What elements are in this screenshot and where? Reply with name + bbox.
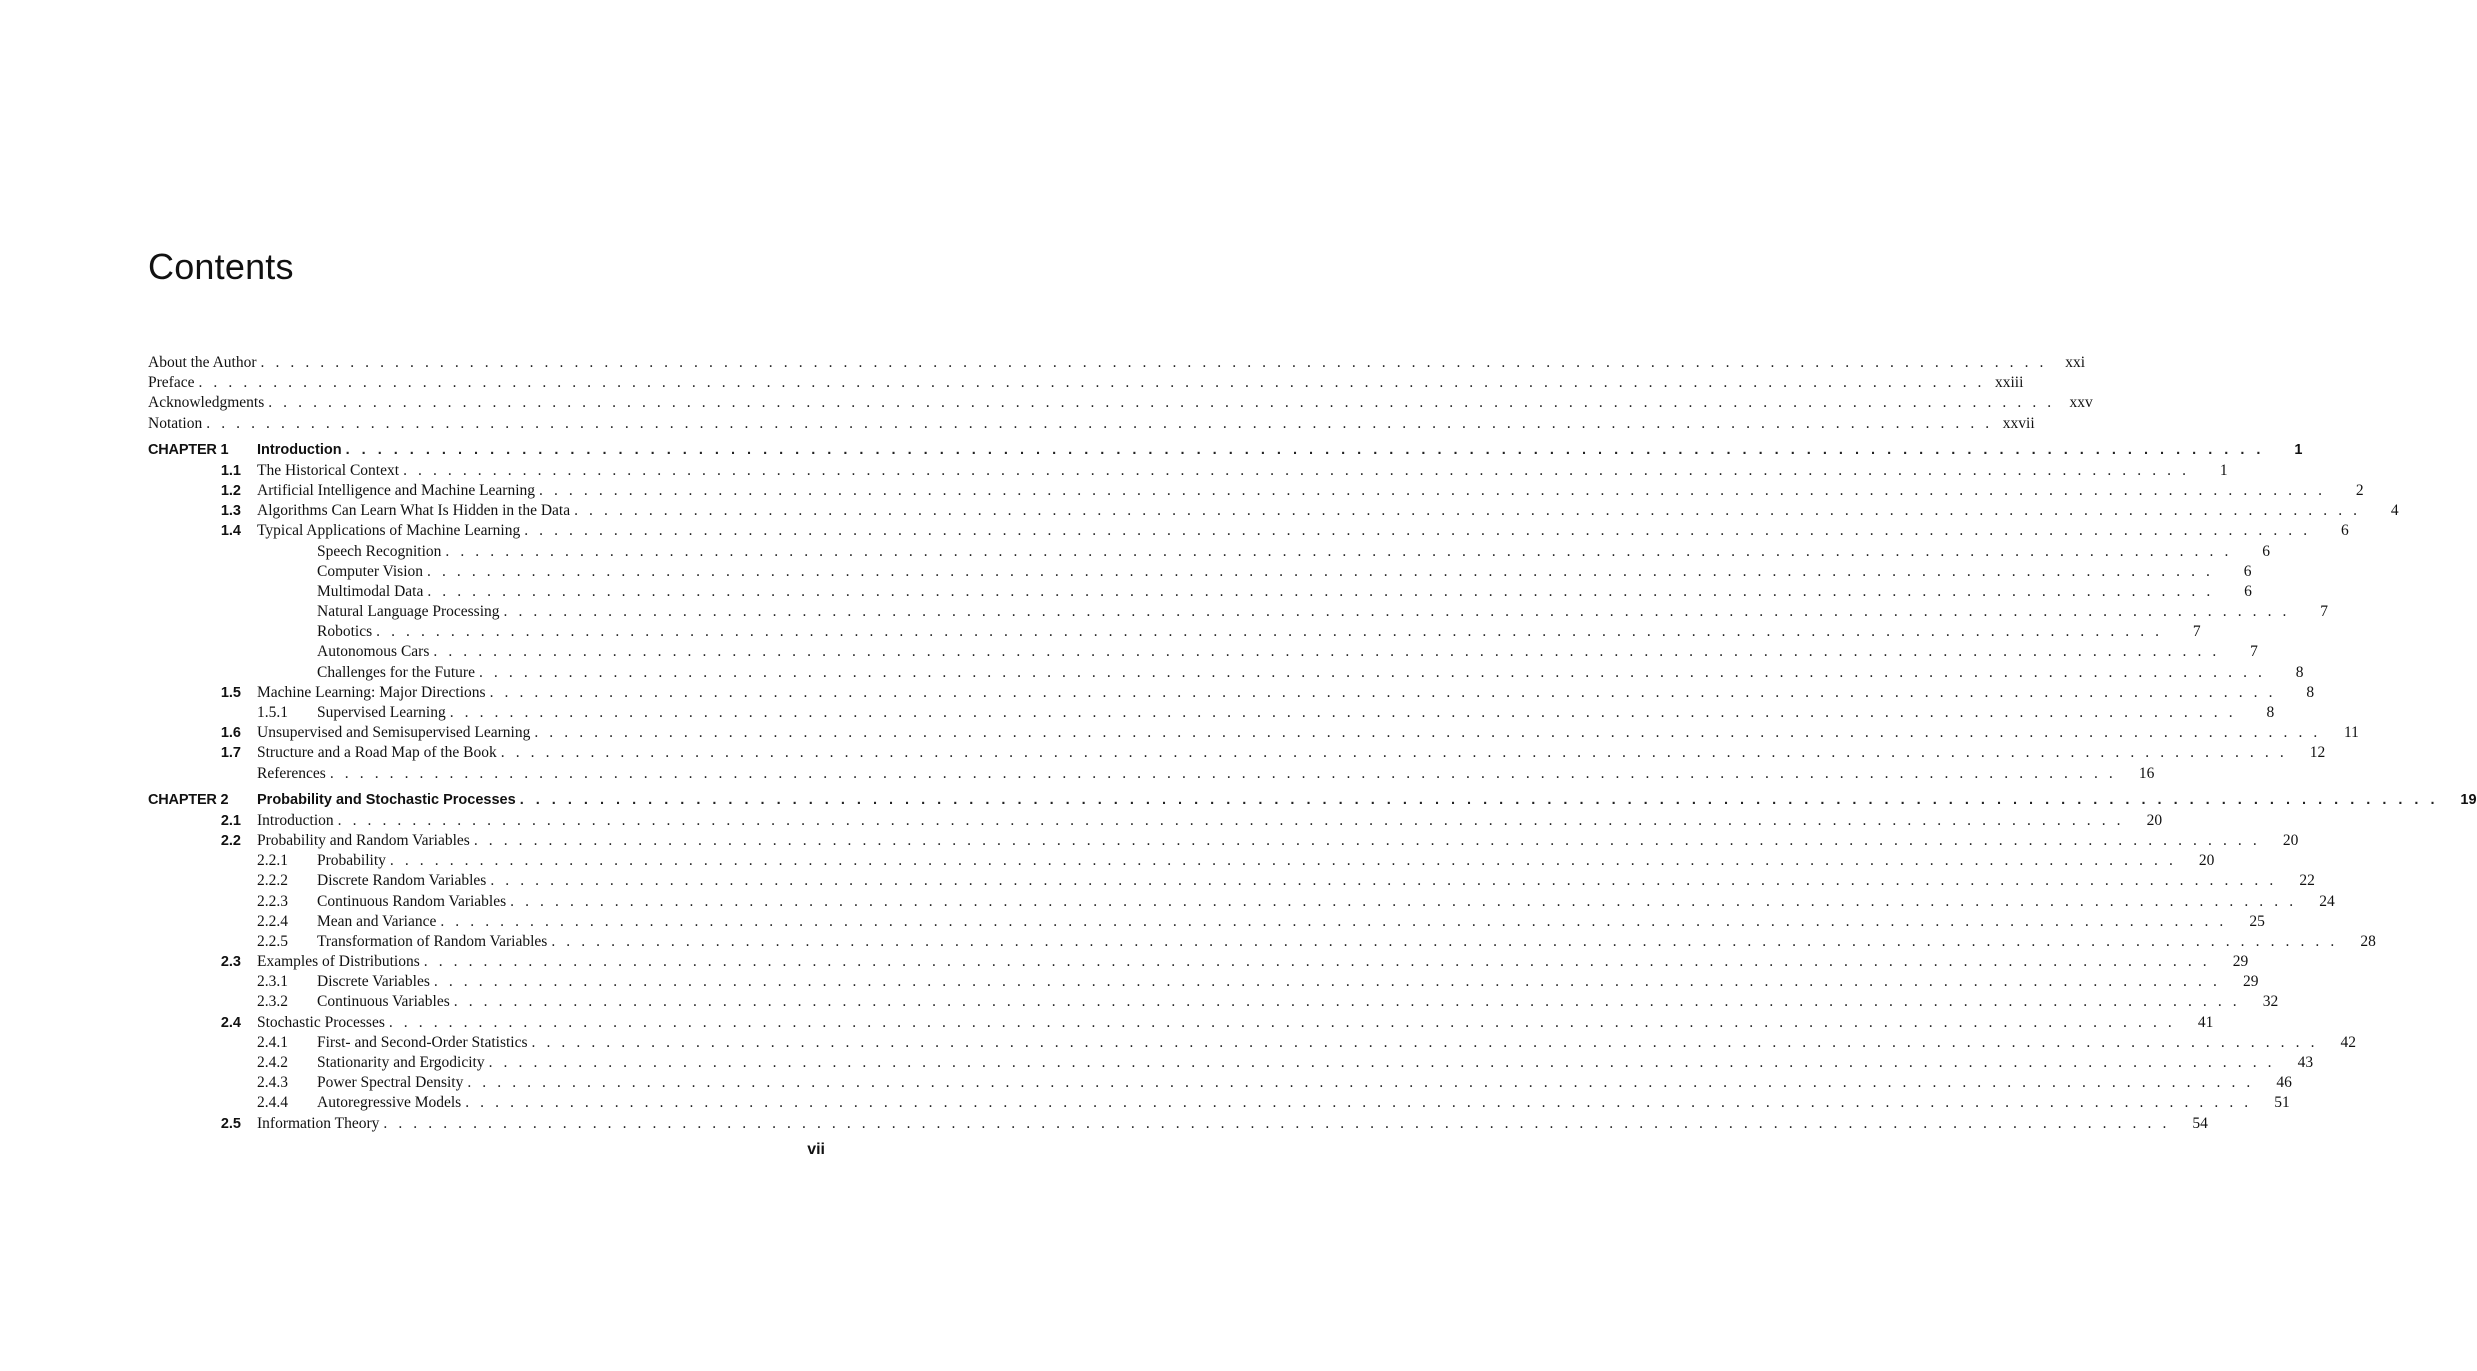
entry-page-number: 8 (2306, 683, 2315, 701)
entry-lead (317, 892, 2307, 912)
dot-leader: . . . . . . . . . . . . . . . . . . . . . . . . . . . . . . . . . . . . . . . . . . . . . . . . . . . . . . . . . . . . . . . . . . . . . . . . . . . . . . . . . . . . . . . . . . . . . . . . . . . . . . . . . . . . . . . . . . . . . . . . (467, 1074, 2254, 1092)
toc-entry-front-matter[interactable] (148, 373, 2024, 393)
entry-title: Transformation of Random Variables (317, 932, 548, 950)
dot-leader: . . . . . . . . . . . . . . . . . . . . . . . . . . . . . . . . . . . . . . . . . . . . . . . . . . . . . . . . . . . . . . . . . . . . . . . . . . . . . . . . . . . . . . . . . . . . . . . . . . . . . . . . . . . . . . . . . . . . . . . . (389, 852, 2177, 870)
dot-leader: . . . . . . . . . . . . . . . . . . . . . . . . . . . . . . . . . . . . . . . . . . . . . . . . . . . . . . . . . . . . . . . . . . . . . . . . . . . . . . . . . . . . . . . . . . . . . . . . . . . . . . . . . . . . . . . . . . . . . . . . (449, 704, 2237, 721)
entry-page-number: 6 (2262, 542, 2270, 560)
entry-title: Speech Recognition (317, 542, 442, 560)
entry-page-number: xxiii (1995, 374, 2024, 392)
dot-leader: . . . . . . . . . . . . . . . . . . . . . . . . . . . . . . . . . . . . . . . . . . . . . . . . . . . . . . . . . . . . . . . . . . . . . . . . . . . . . . . . . . . . . . . . . . . . . . . . . . . . . . . . . . . . . . . . . . . . . . . . (510, 892, 2297, 910)
entry-page-number: 6 (2243, 562, 2252, 580)
entry-page-number: 20 (2282, 831, 2299, 849)
chapter-page-number: 19 (2460, 791, 2477, 808)
entry-page-number: xxv (2069, 394, 2093, 412)
entry-page-number: 1 (2219, 461, 2228, 479)
dot-leader: . . . . . . . . . . . . . . . . . . . . . . . . . . . . . . . . . . . . . . . . . . . . . . . . . . . . . . . . . . . . . . . . . . . . . . . . . . . . . . . . . . . . . . . . . . . . . . . . . . . . . . . . . . . . . . . . . . . . . . . . (453, 993, 2241, 1011)
entry-title: Acknowledgments (148, 394, 265, 412)
entry-page-number: 41 (2197, 1013, 2214, 1031)
toc-entry-topic[interactable] (148, 582, 2252, 602)
entry-lead (148, 353, 2057, 373)
dot-leader: . . . . . . . . . . . . . . . . . . . . . . . . . . . . . . . . . . . . . . . . . . . . . . . . . . . . . . . . . . . . . . . . . . . . . . . . . . . . . . . . . . . . . . . . . . . . . . . . . . . . . . . . . . . . . . . . . . . . . . . . (433, 973, 2221, 991)
toc-entry-subsection[interactable] (148, 892, 2335, 912)
section-number: 2.2 (220, 832, 241, 849)
toc-entry-front-matter[interactable] (148, 353, 2086, 373)
entry-title: Computer Vision (317, 562, 423, 580)
entry-lead (317, 663, 2276, 683)
toc-entry-front-matter[interactable] (148, 393, 2093, 413)
toc-entry-front-matter[interactable] (148, 414, 2035, 434)
entry-page-number: 29 (2232, 953, 2249, 971)
entry-title: Typical Applications of Machine Learning (257, 522, 521, 540)
chapter-title: Introduction (257, 441, 342, 458)
section-number: 1.6 (220, 725, 241, 742)
entry-lead (317, 972, 2230, 992)
dot-leader: . . . . . . . . . . . . . . . . . . . . . . . . . . . . . . . . . . . . . . . . . . . . . . . . . . . . . . . . . . . . . . . . . . . . . . . . . . . . . . . . . . . . . . . . . . . . . . . . . . . . . . . . . . . . . . . . . . . . . . . . (268, 394, 2055, 412)
entry-title: Continuous Random Variables (317, 892, 507, 910)
entry-title: First- and Second-Order Statistics (317, 1033, 528, 1051)
section-number: 2.5 (220, 1115, 241, 1132)
dot-leader: . . . . . . . . . . . . . . . . . . . . . . . . . . . . . . . . . . . . . . . . . . . . . . . . . . . . . . . . . . . . . . . . . . . . . . . . . . . . . . . . . . . . . . . . . . . . . . . . . . . . . . . . . . . . . . . . . . . . . . . . (478, 663, 2266, 681)
toc-entry-section[interactable] (148, 481, 2364, 501)
dot-leader: . . . . . . . . . . . . . . . . . . . . . . . . . . . . . . . . . . . . . . . . . . . . . . . . . . . . . . . . . . . . . . . . . . . . . . . . . . . . . . . . . . . . . . . . . . . . . . . . . . . . . . . . . . . . . . . . . . . . . . . . (403, 461, 2190, 479)
entry-lead (317, 1033, 2328, 1053)
toc-entry-subsection[interactable] (148, 703, 2275, 723)
entry-lead (257, 764, 2126, 784)
dot-leader: . . . . . . . . . . . . . . . . . . . . . . . . . . . . . . . . . . . . . . . . . . . . . . . . . . . . . . . . . . . . . . . . . . . . . . . . . . . . . . . . . . . . . . . . . . . . . . . . . . . . . . . . . . . . . . . . . . . . . . . . (383, 1114, 2170, 1132)
subsection-number: 2.2.5 (257, 932, 288, 950)
dot-leader: . . . . . . . . . . . . . . . . . . . . . . . . . . . . . . . . . . . . . . . . . . . . . . . . . . . . . . . . . . . . . . . . . . . . . . . . . . . . . . . . . . . . . . . . . . . . . . . . . . . . . . . . . . . . . . . . . . . . . . . . (260, 354, 2048, 371)
dot-leader: . . . . . . . . . . . . . . . . . . . . . . . . . . . . . . . . . . . . . . . . . . . . . . . . . . . . . . . . . . . . . . . . . . . . . . . . . . . . . . . . . . . . . . . . . . . . . . . . . . . . . . . . . . . . . . . . . . . . . . . . (489, 683, 2277, 701)
page-folio: vii (807, 1141, 825, 1158)
dot-leader: . . . . . . . . . . . . . . . . . . . . . . . . . . . . . . . . . . . . . . . . . . . . . . . . . . . . . . . . . . . . . . . . . . . . . . . . . . . . . . . . . . . . . . . . . . . . . . . . . . . . . . . . . . . . . . . . . . . . . . . . (534, 724, 2321, 742)
toc-entry-section[interactable] (148, 501, 2399, 521)
entry-title: Information Theory (257, 1114, 380, 1132)
subsection-number: 2.4.3 (257, 1074, 288, 1092)
entry-page-number: 8 (2266, 704, 2275, 721)
toc-entry-subsection[interactable] (148, 992, 2279, 1012)
subsection-number: 2.3.1 (257, 973, 288, 991)
entry-lead (317, 703, 2246, 723)
entry-page-number: 7 (2320, 603, 2329, 621)
dot-leader: . . . . . . . . . . . . . . . . . . . . . . . . . . . . . . . . . . . . . . . . . . . . . . . . . . . . . . . . . . . . . . . . . . . . . . . . . . . . . . . . . . . . . . . . . . . . . . . . . . . . . . . . . . . . . . . . . . . . . . . . (574, 502, 2361, 520)
entry-page-number: xxvii (2002, 414, 2035, 432)
entry-page-number: 6 (2244, 582, 2252, 600)
toc-entry-subsection[interactable] (148, 912, 2265, 932)
entry-title: Introduction (257, 811, 334, 829)
entry-title: Unsupervised and Semisupervised Learning (257, 724, 531, 742)
entry-page-number: 12 (2309, 744, 2326, 762)
entry-page-number: 7 (2250, 643, 2258, 661)
entry-title: About the Author (148, 354, 257, 371)
entry-lead (257, 831, 2270, 851)
entry-title: Artificial Intelligence and Machine Learning (257, 481, 536, 499)
entry-page-number: 32 (2262, 993, 2279, 1011)
subsection-number: 2.4.1 (257, 1033, 288, 1051)
toc-entry-section[interactable] (148, 1114, 2208, 1134)
entry-lead (317, 1053, 2285, 1073)
subsection-number: 2.4.4 (257, 1094, 288, 1112)
section-number: 2.1 (220, 812, 241, 829)
entry-lead (257, 952, 2220, 972)
entry-lead (257, 790, 2449, 811)
toc-entry-section[interactable] (148, 683, 2315, 703)
section-number: 1.4 (220, 523, 241, 540)
dot-leader: . . . . . . . . . . . . . . . . . . . . . . . . . . . . . . . . . . . . . . . . . . . . . . . . . . . . . . . . . . . . . . . . . . . . . . . . . . . . . . . . . . . . . . . . . . . . . . . . . . . . . . . . . . . . . . . . . . . . . . . . (206, 414, 1993, 432)
entry-title: Natural Language Processing (317, 603, 500, 621)
toc-entry-chapter[interactable] (148, 440, 2303, 461)
toc-entry-topic[interactable] (148, 542, 2270, 562)
entry-page-number: 8 (2295, 663, 2304, 681)
entry-title: Examples of Distributions (257, 953, 420, 971)
toc-entry-subsection[interactable] (148, 932, 2376, 952)
toc-entry-section[interactable] (148, 743, 2326, 763)
entry-title: Discrete Variables (317, 973, 430, 991)
section-number: 1.5 (220, 684, 241, 701)
subsection-number: 2.3.2 (257, 993, 288, 1011)
toc-entry-subsection[interactable] (148, 1033, 2357, 1053)
dot-leader: . . . . . . . . . . . . . . . . . . . . . . . . . . . . . . . . . . . . . . . . . . . . . . . . . . . . . . . . . . . . . . . . . . . . . . . . . . . . . . . . . . . . . . . . . . . . . . . . . . . . . . . . . . . . . . . . . . . . . . . . (524, 522, 2311, 540)
entry-page-number: 20 (2198, 852, 2215, 870)
dot-leader: . . . . . . . . . . . . . . . . . . . . . . . . . . . . . . . . . . . . . . . . . . . . . . . . . . . . . . . . . . . . . . . . . . . . . . . . . . . . . . . . . . . . . . . . . . . . . . . . . . . . . . . . . . . . . . . . . . . . . . . . (473, 831, 2261, 849)
entry-page-number: 42 (2340, 1033, 2357, 1051)
toc-entry-chapter[interactable] (148, 790, 2477, 811)
entry-page-number: 11 (2343, 724, 2359, 742)
entry-title: Autonomous Cars (317, 643, 430, 661)
toc-entry-topic[interactable] (148, 602, 2329, 622)
dot-leader: . . . . . . . . . . . . . . . . . . . . . . . . . . . . . . . . . . . . . . . . . . . . . . . . . . . . . . . . . . . . . . . . . . . . . . . . . . . . . . . . . . . . . . . . . . . . . . . . . . . . . . . . . . . . . . . . . . . . . . . . (503, 603, 2291, 621)
entry-title: Probability (317, 852, 386, 870)
dot-leader: . . . . . . . . . . . . . . . . . . . . . . . . . . . . . . . . . . . . . . . . . . . . . . . . . . . . . . . . . . . . . . . . . . . . . . . . . . . . . . . . . . . . . . . . . . . . . . . . . . . . . . . . . . . . . . . . . . . . . . . . (465, 1094, 2252, 1112)
entry-lead (317, 1093, 2262, 1113)
entry-page-number: xxi (2065, 354, 2086, 371)
dot-leader: . . . . . . . . . . . . . . . . . . . . . . . . . . . . . . . . . . . . . . . . . . . . . . . . . . . . . . . . . . . . . . . . . . . . . . . . . . . . . . . . . . . . . . . . . . . . . . . . . . . . . . . . . . . . . . . . . . . . . . . . (488, 1054, 2276, 1071)
subsection-number: 2.2.1 (257, 852, 288, 870)
entry-lead (257, 440, 2274, 461)
section-number: 2.3 (220, 954, 241, 971)
section-number: 1.1 (220, 462, 241, 479)
toc-entry-subsection[interactable] (148, 1073, 2292, 1093)
entry-page-number: 7 (2192, 623, 2201, 641)
entry-title: Preface (148, 374, 195, 392)
section-number: 2.4 (220, 1014, 241, 1031)
subsection-number: 2.4.2 (257, 1054, 288, 1071)
dot-leader: . . . . . . . . . . . . . . . . . . . . . . . . . . . . . . . . . . . . . . . . . . . . . . . . . . . . . . . . . . . . . . . . . . . . . . . . . . . . . . . . . . . . . . . . . . . . . . . . . . . . . . . . . . . . . . . . . . . . . . . . (500, 744, 2288, 762)
entry-lead (317, 602, 2300, 622)
entry-title: Structure and a Road Map of the Book (257, 744, 497, 762)
dot-leader: . . . . . . . . . . . . . . . . . . . . . . . . . . . . . . . . . . . . . . . . . . . . . . . . . . . . . . . . . . . . . . . . . . . . . . . . . . . . . . . . . . . . . . . . . . . . . . . . . . . . . . . . . . . . . . . . . . . . . . . . (490, 872, 2277, 890)
entry-page-number: 51 (2274, 1094, 2290, 1112)
entry-lead (317, 871, 2287, 891)
entry-lead (317, 1073, 2264, 1093)
dot-leader: . . . . . . . . . . . . . . . . . . . . . . . . . . . . . . . . . . . . . . . . . . . . . . . . . . . . . . . . . . . . . . . . . . . . . . . . . . . . . . . . . . . . . . . . . . . . . . . . . . . . . . . . . . . . . . . . . . . . . . . . (423, 953, 2211, 971)
entry-lead (257, 1013, 2185, 1033)
entry-lead (148, 393, 2065, 413)
entry-lead (257, 743, 2297, 763)
page-title: Contents (148, 246, 294, 287)
chapter-number: CHAPTER 2 (148, 791, 229, 808)
toc-entry-topic[interactable] (148, 622, 2201, 642)
dot-leader: . . . . . . . . . . . . . . . . . . . . . . . . . . . . . . . . . . . . . . . . . . . . . . . . . . . . . . . . . . . . . . . . . . . . . . . . . . . . . . . . . . . . . . . . . . . . . . . . . . . . . . . . . . . . . . . . . . . . . . . . (427, 582, 2214, 600)
entry-page-number: 24 (2319, 892, 2335, 910)
entry-page-number: 22 (2299, 872, 2315, 890)
toc-entry-section[interactable] (148, 1013, 2214, 1033)
toc-entry-subsection[interactable] (148, 1093, 2290, 1113)
dot-leader: . . . . . . . . . . . . . . . . . . . . . . . . . . . . . . . . . . . . . . . . . . . . . . . . . . . . . . . . . . . . . . . . . . . . . . . . . . . . . . . . . . . . . . . . . . . . . . . . . . . . . . . . . . . . . . . . . . . . . . . . (445, 542, 2232, 560)
toc-entry-topic[interactable] (148, 562, 2252, 582)
entry-lead (257, 481, 2336, 501)
dot-leader: . . . . . . . . . . . . . . . . . . . . . . . . . . . . . . . . . . . . . . . . . . . . . . . . . . . . . . . . . . . . . . . . . . . . . . . . . . . . . . . . . . . . . . . . . . . . . . . . . . . . . . . . . . . . . . . . . . . . . . . . (337, 811, 2125, 829)
subsection-number: 2.2.4 (257, 912, 288, 930)
toc-entry-subsection[interactable] (148, 1053, 2314, 1073)
entry-title: Discrete Random Variables (317, 872, 487, 890)
entry-title: Probability and Random Variables (257, 831, 470, 849)
toc-entry-topic[interactable] (148, 642, 2258, 662)
entry-title: The Historical Context (257, 461, 400, 479)
toc-entry-section[interactable] (148, 723, 2359, 743)
entry-lead (317, 851, 2186, 871)
toc-entry-section[interactable] (148, 764, 2155, 784)
entry-page-number: 20 (2146, 811, 2163, 829)
entry-title: Stochastic Processes (257, 1013, 385, 1031)
entry-page-number: 28 (2360, 932, 2376, 950)
entry-title: Power Spectral Density (317, 1074, 464, 1092)
entry-title: References (257, 764, 326, 782)
entry-title: Machine Learning: Major Directions (257, 683, 486, 701)
entry-lead (257, 723, 2331, 743)
toc-entry-section[interactable] (148, 831, 2299, 851)
table-of-contents (148, 353, 2477, 1134)
dot-leader: . . . . . . . . . . . . . . . . . . . . . . . . . . . . . . . . . . . . . . . . . . . . . . . . . . . . . . . . . . . . . . . . . . . . . . . . . . . . . . . . . . . . . . . . . . . . . . . . . . . . . . . . . . . . . . . . . . . . . . . . (539, 481, 2326, 499)
entry-lead (317, 992, 2250, 1012)
section-number: 1.2 (220, 482, 241, 499)
entry-lead (257, 461, 2200, 481)
entry-lead (257, 1114, 2180, 1134)
entry-lead (317, 542, 2242, 562)
toc-entry-section[interactable] (148, 461, 2228, 481)
subsection-number: 1.5.1 (257, 704, 288, 721)
toc-entry-section[interactable] (148, 952, 2249, 972)
entry-title: Algorithms Can Learn What Is Hidden in the Data (257, 502, 571, 520)
entry-title: Autoregressive Models (317, 1094, 462, 1112)
toc-entry-subsection[interactable] (148, 851, 2215, 871)
dot-leader: . . . . . . . . . . . . . . . . . . . . . . . . . . . . . . . . . . . . . . . . . . . . . . . . . . . . . . . . . . . . . . . . . . . . . . . . . . . . . . . . . . . . . . . . . . . . . . . . . . . . . . . . . . . . . . . . . . . . . . . . (531, 1033, 2319, 1051)
entry-title: Robotics (317, 623, 373, 641)
entry-page-number: 4 (2390, 502, 2399, 520)
entry-page-number: 54 (2192, 1114, 2208, 1132)
toc-entry-topic[interactable] (148, 663, 2304, 683)
dot-leader: . . . . . . . . . . . . . . . . . . . . . . . . . . . . . . . . . . . . . . . . . . . . . . . . . . . . . . . . . . . . . . . . . . . . . . . . . . . . . . . . . . . . . . . . . . . . . . . . . . . . . . . . . . . . . . . . . . . . . . . . (433, 643, 2220, 661)
entry-title: Continuous Variables (317, 993, 450, 1011)
entry-lead (257, 501, 2371, 521)
dot-leader: . . . . . . . . . . . . . . . . . . . . . . . . . . . . . . . . . . . . . . . . . . . . . . . . . . . . . . . . . . . . . . . . . . . . . . . . . . . . . . . . . . . . . . . . . . . . . . . . . . . . . . . . . . . . . . . . . . . . . . . . (519, 791, 2439, 808)
chapter-title: Probability and Stochastic Processes (257, 791, 516, 808)
dot-leader: . . . . . . . . . . . . . . . . . . . . . . . . . . . . . . . . . . . . . . . . . . . . . . . . . . . . . . . . . . . . . . . . . . . . . . . . . . . . . . . . . . . . . . . . . . . . . . . . . . . . . . . . . . . . . . . . . . . . . . . . (329, 764, 2117, 782)
entry-lead (257, 683, 2286, 703)
entry-lead (317, 622, 2173, 642)
subsection-number: 2.2.2 (257, 872, 288, 890)
toc-entry-subsection[interactable] (148, 972, 2259, 992)
dot-leader: . . . . . . . . . . . . . . . . . . . . . . . . . . . . . . . . . . . . . . . . . . . . . . . . . . . . . . . . . . . . . . . . . . . . . . . . . . . . . . . . . . . . . . . . . . . . . . . . . . . . . . . . . . . . . . . . . . . . . . . . (345, 441, 2265, 458)
entry-lead (257, 811, 2134, 831)
entry-lead (317, 932, 2348, 952)
entry-lead (317, 912, 2237, 932)
toc-entry-subsection[interactable] (148, 871, 2315, 891)
entry-lead (148, 373, 1995, 393)
dot-leader: . . . . . . . . . . . . . . . . . . . . . . . . . . . . . . . . . . . . . . . . . . . . . . . . . . . . . . . . . . . . . . . . . . . . . . . . . . . . . . . . . . . . . . . . . . . . . . . . . . . . . . . . . . . . . . . . . . . . . . . . (388, 1013, 2176, 1031)
entry-page-number: 16 (2138, 764, 2155, 782)
chapter-number: CHAPTER 1 (148, 441, 229, 458)
section-number: 1.3 (220, 503, 241, 520)
section-number: 1.7 (220, 745, 241, 762)
entry-title: Notation (148, 414, 203, 432)
entry-title: Supervised Learning (317, 704, 446, 721)
entry-lead (257, 521, 2321, 541)
entry-page-number: 29 (2242, 973, 2259, 991)
dot-leader: . . . . . . . . . . . . . . . . . . . . . . . . . . . . . . . . . . . . . . . . . . . . . . . . . . . . . . . . . . . . . . . . . . . . . . . . . . . . . . . . . . . . . . . . . . . . . . . . . . . . . . . . . . . . . . . . . . . . . . . . (551, 932, 2338, 950)
entry-page-number: 2 (2355, 481, 2364, 499)
entry-lead (317, 562, 2224, 582)
entry-title: Multimodal Data (317, 582, 424, 600)
dot-leader: . . . . . . . . . . . . . . . . . . . . . . . . . . . . . . . . . . . . . . . . . . . . . . . . . . . . . . . . . . . . . . . . . . . . . . . . . . . . . . . . . . . . . . . . . . . . . . . . . . . . . . . . . . . . . . . . . . . . . . . . (376, 623, 2163, 641)
entry-page-number: 43 (2297, 1054, 2314, 1071)
entry-lead (317, 642, 2230, 662)
entry-page-number: 46 (2276, 1074, 2292, 1092)
chapter-page-number: 1 (2294, 441, 2303, 458)
subsection-number: 2.2.3 (257, 892, 288, 910)
entry-lead (317, 582, 2224, 602)
toc-entry-section[interactable] (148, 521, 2349, 541)
toc-entry-section[interactable] (148, 811, 2163, 831)
entry-lead (148, 414, 2003, 434)
entry-title: Challenges for the Future (317, 663, 475, 681)
entry-title: Stationarity and Ergodicity (317, 1054, 485, 1071)
dot-leader: . . . . . . . . . . . . . . . . . . . . . . . . . . . . . . . . . . . . . . . . . . . . . . . . . . . . . . . . . . . . . . . . . . . . . . . . . . . . . . . . . . . . . . . . . . . . . . . . . . . . . . . . . . . . . . . . . . . . . . . . (427, 562, 2214, 580)
entry-page-number: 6 (2340, 522, 2349, 540)
entry-page-number: 25 (2249, 912, 2265, 930)
dot-leader: . . . . . . . . . . . . . . . . . . . . . . . . . . . . . . . . . . . . . . . . . . . . . . . . . . . . . . . . . . . . . . . . . . . . . . . . . . . . . . . . . . . . . . . . . . . . . . . . . . . . . . . . . . . . . . . . . . . . . . . . (440, 912, 2227, 930)
dot-leader: . . . . . . . . . . . . . . . . . . . . . . . . . . . . . . . . . . . . . . . . . . . . . . . . . . . . . . . . . . . . . . . . . . . . . . . . . . . . . . . . . . . . . . . . . . . . . . . . . . . . . . . . . . . . . . . . . . . . . . . . (198, 374, 1985, 392)
entry-title: Mean and Variance (317, 912, 437, 930)
